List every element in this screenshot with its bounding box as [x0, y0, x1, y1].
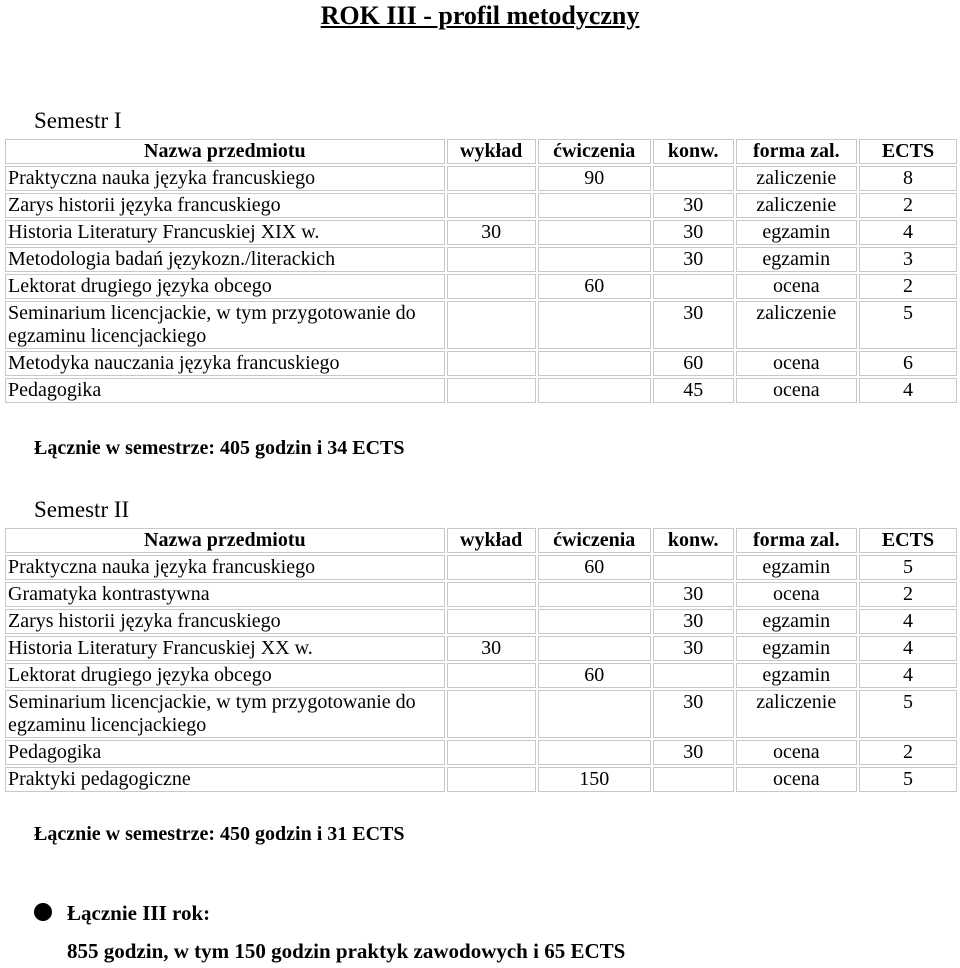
semester-1-total: Łącznie w semestrze: 405 godzin i 34 ECTS [34, 437, 405, 459]
cell-name: Praktyki pedagogiczne [5, 767, 445, 792]
header-cwiczenia: ćwiczenia [538, 139, 651, 164]
cell-name: Gramatyka kontrastywna [5, 582, 445, 607]
cell-wyklad [447, 166, 536, 191]
cell-ects: 6 [859, 351, 957, 376]
semester-2-title: Semestr II [34, 497, 130, 522]
cell-cwiczenia: 60 [538, 663, 651, 688]
table-row [5, 274, 957, 299]
cell-cwiczenia [538, 636, 651, 661]
cell-ects: 8 [859, 166, 957, 191]
cell-forma: ocena [736, 274, 857, 299]
cell-cwiczenia [538, 351, 651, 376]
cell-konw [653, 166, 734, 191]
cell-konw [653, 555, 734, 580]
cell-forma: ocena [736, 740, 857, 765]
cell-forma: egzamin [736, 663, 857, 688]
cell-cwiczenia [538, 220, 651, 245]
semester-1-title: Semestr I [34, 108, 122, 133]
cell-cwiczenia [538, 247, 651, 272]
cell-wyklad: 30 [447, 636, 536, 661]
cell-ects: 3 [859, 247, 957, 272]
header-konw: konw. [653, 139, 734, 164]
cell-ects: 4 [859, 378, 957, 403]
cell-cwiczenia [538, 690, 651, 738]
table-row [5, 609, 957, 634]
cell-wyklad [447, 609, 536, 634]
cell-wyklad [447, 740, 536, 765]
table-row [5, 351, 957, 376]
cell-wyklad [447, 690, 536, 738]
table-header-row [5, 528, 957, 553]
cell-cwiczenia: 60 [538, 274, 651, 299]
header-name: Nazwa przedmiotu [5, 139, 445, 164]
cell-forma: ocena [736, 582, 857, 607]
cell-name: Zarys historii języka francuskiego [5, 193, 445, 218]
cell-wyklad [447, 247, 536, 272]
table-row [5, 301, 957, 349]
cell-ects: 2 [859, 582, 957, 607]
cell-ects: 2 [859, 740, 957, 765]
semester-2-table [3, 526, 959, 794]
cell-forma: zaliczenie [736, 193, 857, 218]
cell-ects: 5 [859, 767, 957, 792]
cell-ects: 4 [859, 663, 957, 688]
table-header-row [5, 139, 957, 164]
table-row [5, 166, 957, 191]
cell-name: Metodyka nauczania języka francuskiego [5, 351, 445, 376]
cell-wyklad [447, 193, 536, 218]
page-title: ROK III - profil metodyczny [320, 1, 640, 30]
semester-1-table [3, 137, 959, 405]
cell-cwiczenia [538, 740, 651, 765]
cell-forma: egzamin [736, 609, 857, 634]
cell-konw: 45 [653, 378, 734, 403]
cell-cwiczenia [538, 301, 651, 349]
table-row [5, 555, 957, 580]
cell-wyklad: 30 [447, 220, 536, 245]
cell-konw: 30 [653, 609, 734, 634]
header-konw: konw. [653, 528, 734, 553]
table-row [5, 690, 957, 738]
cell-cwiczenia [538, 582, 651, 607]
cell-forma: ocena [736, 767, 857, 792]
cell-name: Praktyczna nauka języka francuskiego [5, 166, 445, 191]
header-cwiczenia: ćwiczenia [538, 528, 651, 553]
cell-forma: zaliczenie [736, 690, 857, 738]
table-row [5, 663, 957, 688]
header-wyklad: wykład [447, 139, 536, 164]
cell-ects: 4 [859, 609, 957, 634]
cell-cwiczenia: 90 [538, 166, 651, 191]
cell-konw: 30 [653, 740, 734, 765]
cell-name: Lektorat drugiego języka obcego [5, 663, 445, 688]
summary-text: 855 godzin, w tym 150 godzin praktyk zawodowych i 65 ECTS [67, 939, 626, 963]
cell-konw: 30 [653, 582, 734, 607]
cell-konw [653, 663, 734, 688]
bullet-icon [34, 903, 52, 921]
header-forma: forma zal. [736, 528, 857, 553]
cell-konw [653, 767, 734, 792]
cell-konw: 30 [653, 636, 734, 661]
cell-ects: 2 [859, 274, 957, 299]
cell-ects: 4 [859, 220, 957, 245]
cell-konw: 30 [653, 193, 734, 218]
cell-wyklad [447, 555, 536, 580]
cell-wyklad [447, 301, 536, 349]
cell-cwiczenia: 60 [538, 555, 651, 580]
table-row [5, 220, 957, 245]
table-row [5, 193, 957, 218]
cell-name: Zarys historii języka francuskiego [5, 609, 445, 634]
summary-heading: Łącznie III rok: [67, 901, 211, 925]
cell-name: Pedagogika [5, 740, 445, 765]
cell-name: Pedagogika [5, 378, 445, 403]
table-row [5, 378, 957, 403]
cell-name: Metodologia badań językozn./literackich [5, 247, 445, 272]
cell-cwiczenia: 150 [538, 767, 651, 792]
header-name: Nazwa przedmiotu [5, 528, 445, 553]
cell-wyklad [447, 274, 536, 299]
cell-wyklad [447, 351, 536, 376]
table-row [5, 767, 957, 792]
cell-konw: 60 [653, 351, 734, 376]
cell-konw [653, 274, 734, 299]
table-row [5, 636, 957, 661]
cell-cwiczenia [538, 193, 651, 218]
cell-ects: 5 [859, 690, 957, 738]
cell-forma: zaliczenie [736, 166, 857, 191]
table-row [5, 582, 957, 607]
header-ects: ECTS [859, 528, 957, 553]
header-wyklad: wykład [447, 528, 536, 553]
cell-forma: zaliczenie [736, 301, 857, 349]
cell-forma: egzamin [736, 636, 857, 661]
cell-wyklad [447, 582, 536, 607]
header-ects: ECTS [859, 139, 957, 164]
cell-cwiczenia [538, 609, 651, 634]
cell-wyklad [447, 767, 536, 792]
cell-ects: 4 [859, 636, 957, 661]
cell-ects: 5 [859, 301, 957, 349]
cell-konw: 30 [653, 301, 734, 349]
cell-konw: 30 [653, 220, 734, 245]
cell-name: Historia Literatury Francuskiej XX w. [5, 636, 445, 661]
cell-ects: 5 [859, 555, 957, 580]
cell-name: Seminarium licencjackie, w tym przygotowanie do egzaminu licencjackiego [5, 690, 445, 738]
cell-name: Lektorat drugiego języka obcego [5, 274, 445, 299]
cell-ects: 2 [859, 193, 957, 218]
cell-wyklad [447, 378, 536, 403]
cell-konw: 30 [653, 690, 734, 738]
table-row [5, 740, 957, 765]
cell-name: Praktyczna nauka języka francuskiego [5, 555, 445, 580]
table-row [5, 247, 957, 272]
cell-wyklad [447, 663, 536, 688]
cell-konw: 30 [653, 247, 734, 272]
cell-name: Historia Literatury Francuskiej XIX w. [5, 220, 445, 245]
cell-cwiczenia [538, 378, 651, 403]
header-forma: forma zal. [736, 139, 857, 164]
semester-2-total: Łącznie w semestrze: 450 godzin i 31 ECTS [34, 823, 405, 845]
cell-forma: egzamin [736, 247, 857, 272]
cell-forma: egzamin [736, 220, 857, 245]
cell-forma: ocena [736, 351, 857, 376]
cell-forma: egzamin [736, 555, 857, 580]
cell-forma: ocena [736, 378, 857, 403]
cell-name: Seminarium licencjackie, w tym przygotowanie do egzaminu licencjackiego [5, 301, 445, 349]
